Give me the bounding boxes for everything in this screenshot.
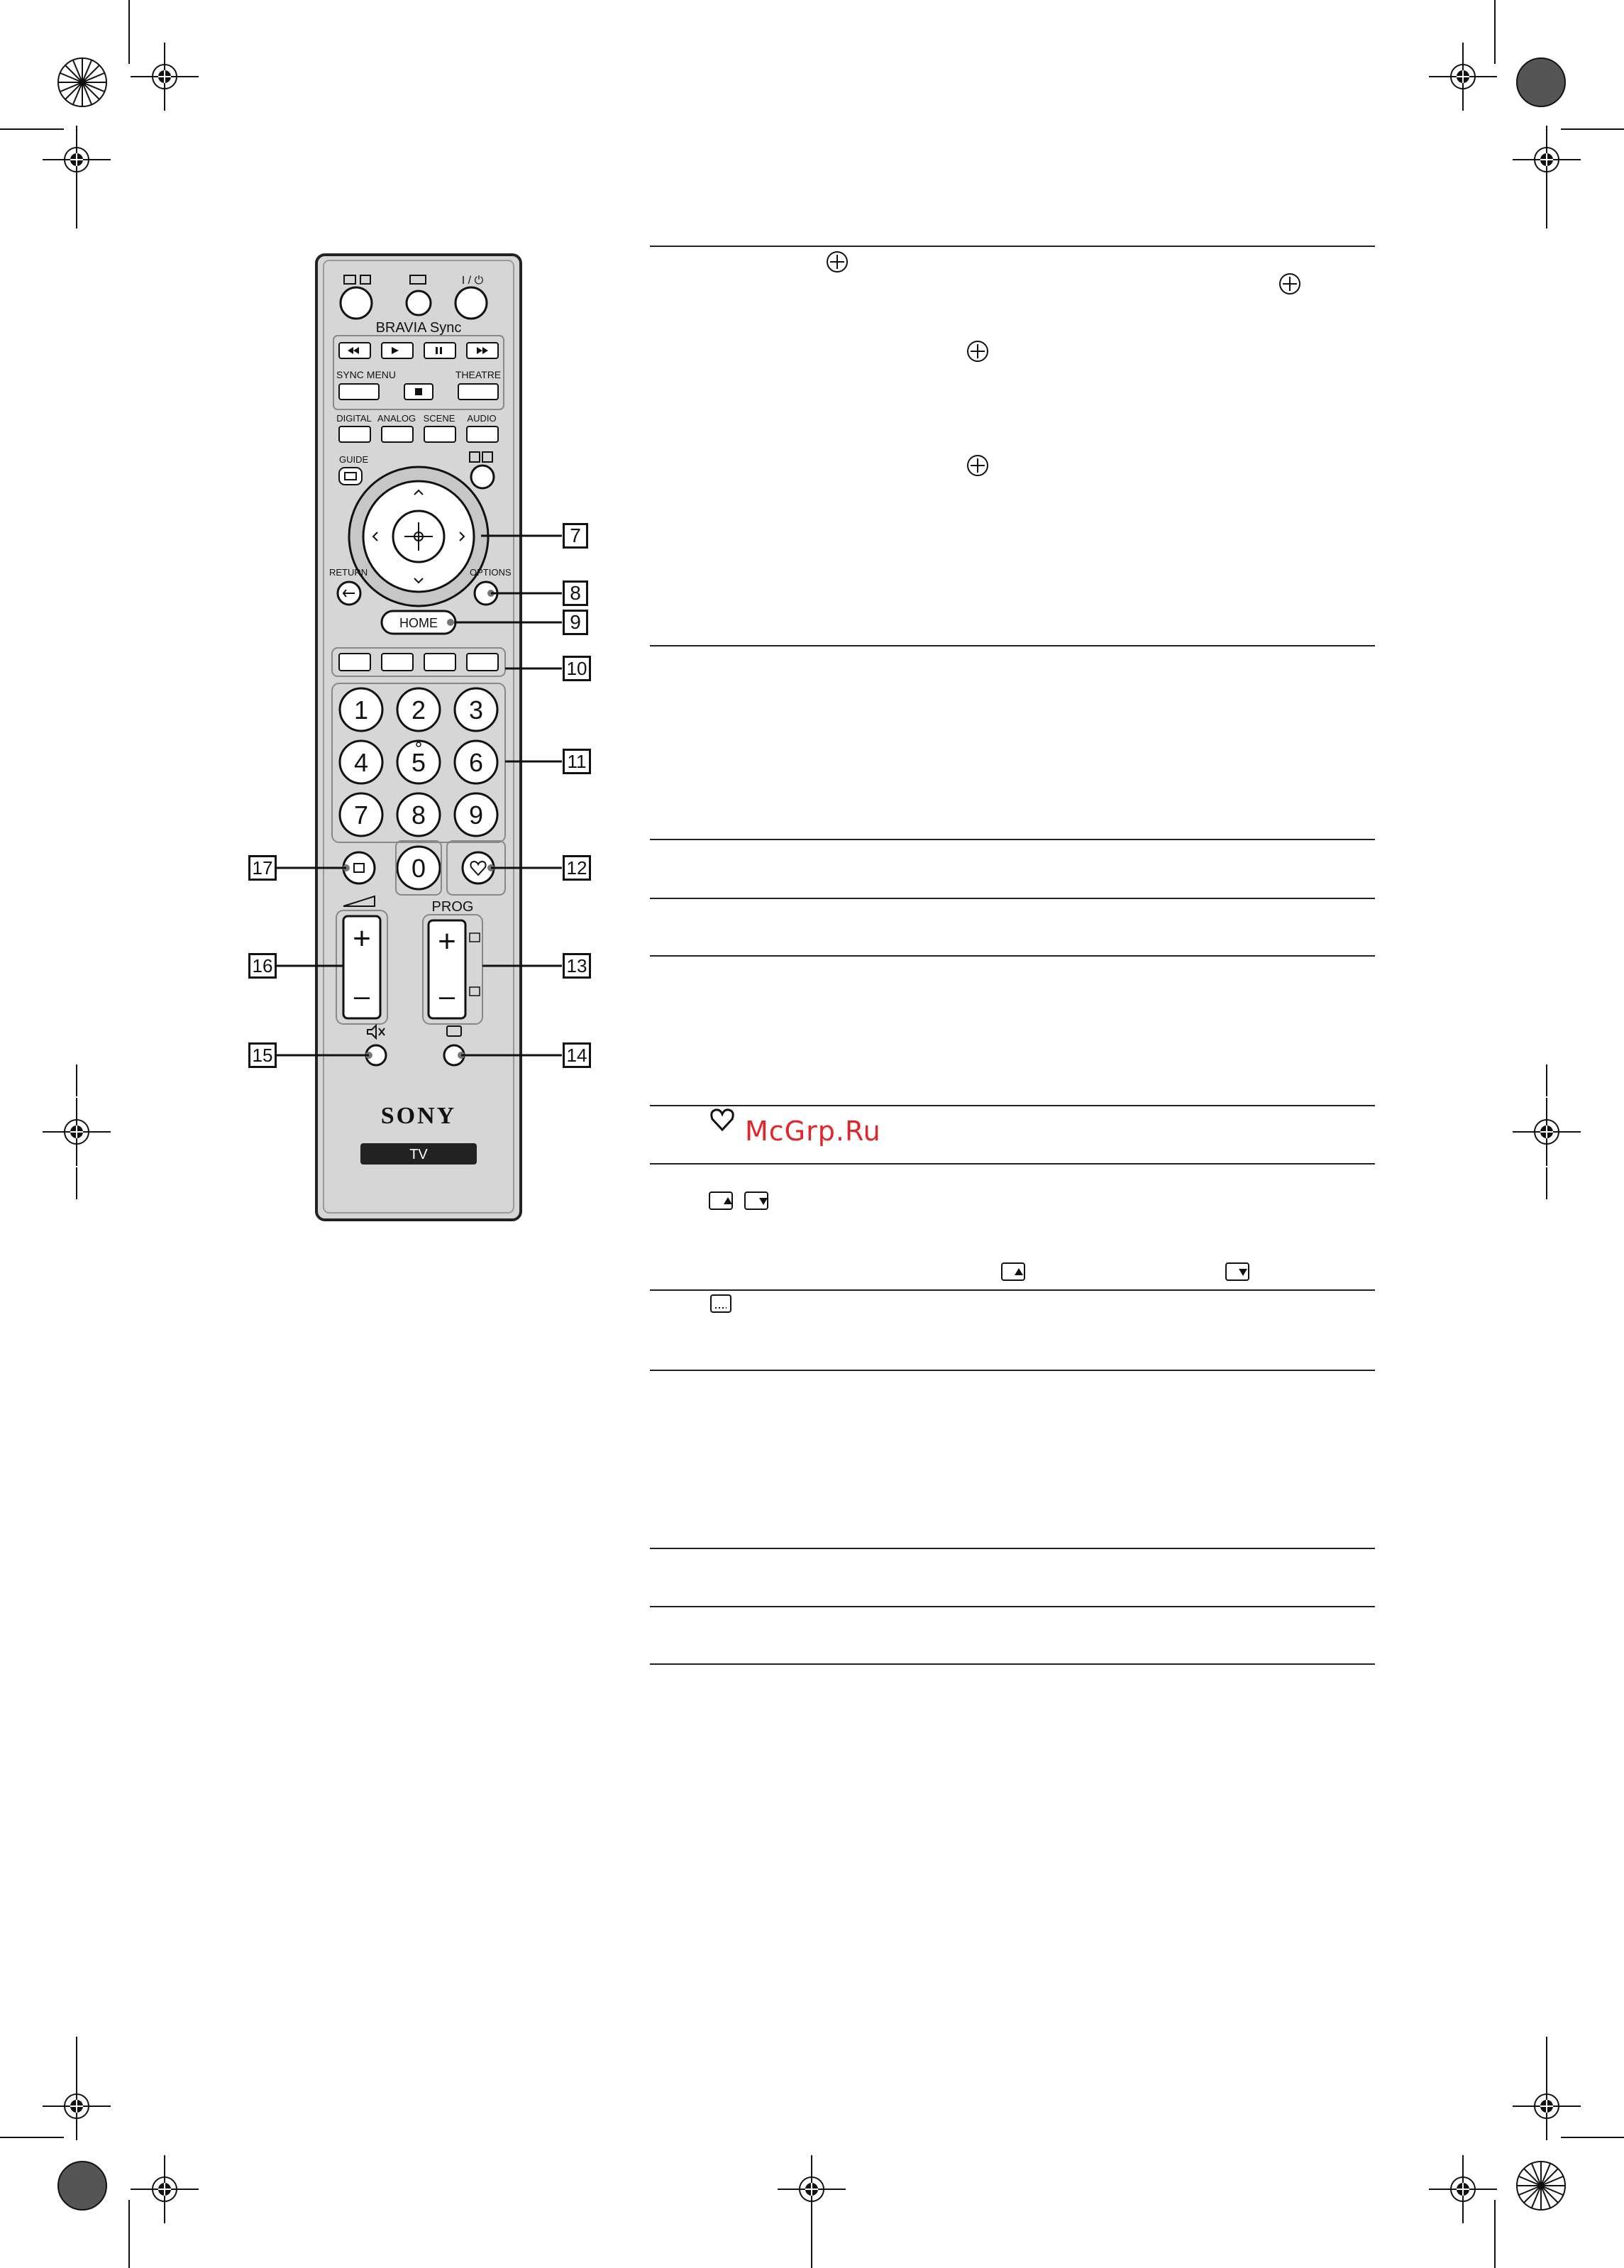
enter-icon — [1280, 274, 1300, 294]
callout-15: 15 — [248, 1042, 277, 1068]
callout-10: 10 — [563, 656, 591, 681]
heart-icon — [712, 1110, 733, 1130]
prog-plus-label: + — [438, 924, 456, 959]
callout-14: 14 — [563, 1042, 591, 1068]
tv-label: TV — [409, 1147, 428, 1162]
watermark: McGrp.Ru — [745, 1116, 881, 1147]
guide-label: GUIDE — [339, 454, 369, 465]
digit-5-label: 5 — [411, 748, 426, 777]
enter-icon — [827, 252, 847, 272]
enter-icon — [968, 456, 988, 475]
options-label: OPTIONS — [470, 567, 512, 578]
scene-label: SCENE — [423, 413, 455, 424]
audio-label: AUDIO — [467, 413, 497, 424]
digit-0-label: 0 — [411, 854, 426, 883]
callout-11: 11 — [563, 749, 591, 774]
digit-6-label: 6 — [468, 748, 484, 777]
subtitle-icon — [711, 1295, 731, 1312]
return-label: RETURN — [329, 567, 368, 578]
callout-17: 17 — [248, 855, 277, 881]
sync-menu-label: SYNC MENU — [336, 369, 397, 380]
callout-9: 9 — [563, 610, 588, 635]
enter-icon — [968, 341, 988, 361]
digit-2-label: 2 — [411, 695, 426, 725]
prog-minus-label: – — [438, 981, 455, 1012]
theatre-label: THEATRE — [455, 369, 502, 380]
digit-8-label: 8 — [411, 800, 426, 830]
bravia-sync-label: BRAVIA Sync — [375, 320, 462, 336]
volume-plus-label: + — [353, 921, 371, 956]
digit-3-label: 3 — [468, 695, 484, 725]
home-label: HOME — [399, 616, 438, 630]
callout-16: 16 — [248, 953, 277, 979]
callout-13: 13 — [563, 953, 591, 979]
page-up-icon — [1002, 1263, 1024, 1280]
digital-label: DIGITAL — [336, 413, 372, 424]
digit-4-label: 4 — [353, 748, 369, 777]
digit-9-label: 9 — [468, 800, 484, 830]
callout-8: 8 — [563, 580, 588, 606]
callout-12: 12 — [563, 855, 591, 881]
prog-label: PROG — [431, 899, 474, 915]
analog-label: ANALOG — [377, 413, 416, 424]
digit-1-label: 1 — [353, 695, 369, 725]
digit-7-label: 7 — [353, 800, 369, 830]
callout-7: 7 — [563, 523, 588, 549]
power-label: I / ⏻ — [461, 275, 484, 287]
brand-logo: SONY — [380, 1103, 457, 1129]
volume-minus-label: – — [353, 981, 370, 1012]
